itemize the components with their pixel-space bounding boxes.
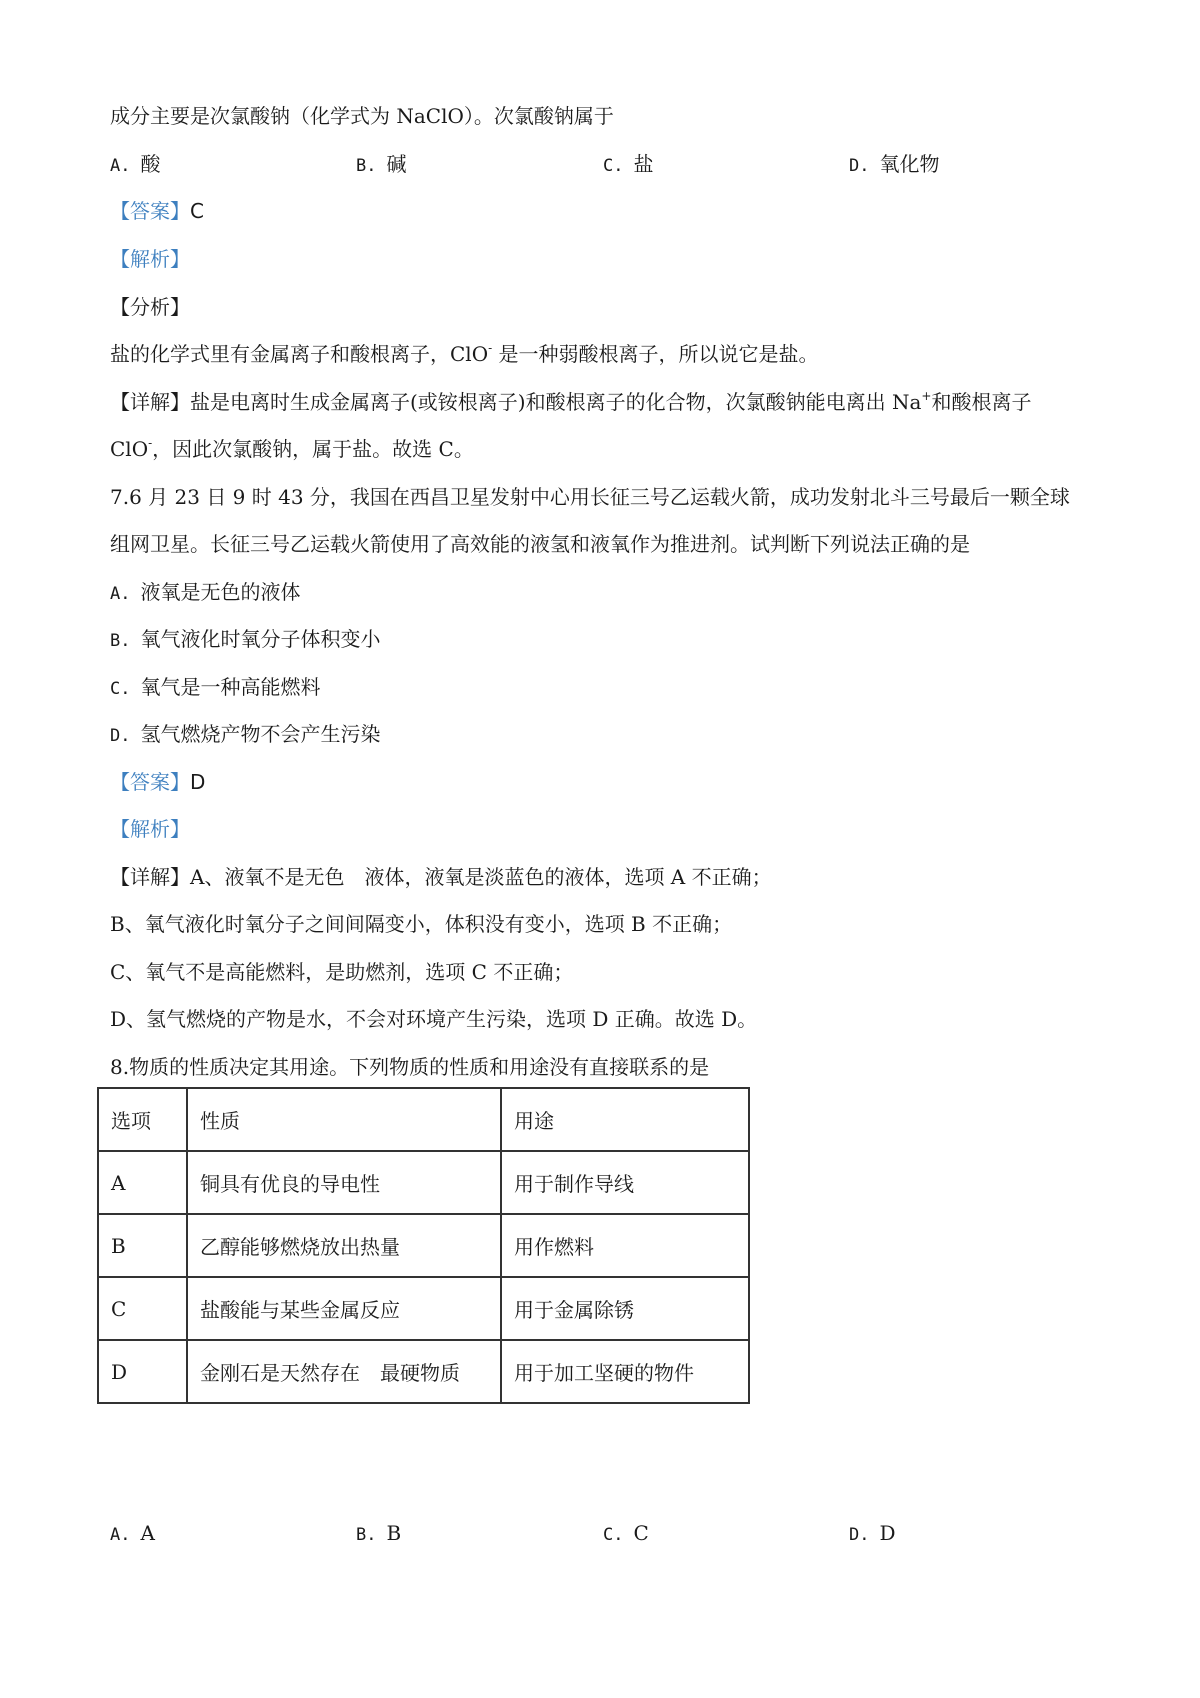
q6-fenxi-tag: 【分析】 xyxy=(110,295,190,319)
option-text: A xyxy=(140,1521,155,1545)
table-cell: C xyxy=(98,1277,187,1340)
q6-detail-cont xyxy=(110,435,474,463)
q7-stem-line-1: 7.6 月 23 日 9 时 43 分，我国在西昌卫星发射中心用长征三号乙运载火箭，成功发射北斗三号最后一颗全球 xyxy=(110,485,1070,509)
q8-option-c xyxy=(603,1519,649,1549)
option-label: D. xyxy=(110,726,131,746)
q6-option-b xyxy=(356,150,406,180)
q6-stem: 成分主要是次氯酸钠（化学式为 NaClO）。次氯酸钠属于 xyxy=(110,104,614,128)
answer-value: C xyxy=(190,199,204,223)
q7-option-c xyxy=(110,673,320,703)
answer-tag: 【答案】 xyxy=(110,770,190,794)
table-cell: 乙醇能够燃烧放出热量 xyxy=(187,1214,501,1277)
q6-option-c xyxy=(603,150,653,180)
properties-table xyxy=(97,1087,750,1404)
fenxi-sup: - xyxy=(488,341,493,355)
table-row xyxy=(98,1214,749,1277)
table-header-cell: 用途 xyxy=(501,1088,749,1151)
option-text: D xyxy=(879,1521,896,1545)
q7-option-d xyxy=(110,720,380,750)
table-cell: D xyxy=(98,1340,187,1403)
q6-option-a xyxy=(110,150,160,180)
q6-answer xyxy=(110,197,204,225)
table-cell: 盐酸能与某些金属反应 xyxy=(187,1277,501,1340)
option-text: B xyxy=(386,1521,402,1545)
analysis-tag: 【解析】 xyxy=(110,817,190,841)
option-label: B. xyxy=(356,156,377,176)
fenxi-part-2: 是一种弱酸根离子，所以说它是盐。 xyxy=(492,342,819,366)
q7-answer xyxy=(110,768,205,796)
table-row xyxy=(98,1277,749,1340)
table-cell: 用于金属除锈 xyxy=(501,1277,749,1340)
q7-option-a xyxy=(110,578,300,608)
detail-part-2: 和酸根离子 xyxy=(931,390,1032,414)
answer-value: D xyxy=(190,770,206,794)
detail-sup-2: - xyxy=(148,436,153,450)
q6-fenxi-text xyxy=(110,340,819,368)
option-label: B. xyxy=(110,631,131,651)
answer-tag: 【答案】 xyxy=(110,199,190,223)
detail-text: A、液氧不是无色 液体，液氧是淡蓝色的液体，选项 A 不正确； xyxy=(190,865,772,889)
q8-option-a xyxy=(110,1519,155,1549)
analysis-tag: 【解析】 xyxy=(110,247,190,271)
table-cell: 用于制作导线 xyxy=(501,1151,749,1214)
option-text: C xyxy=(633,1521,649,1545)
option-text: 氧气液化时氧分子体积变小 xyxy=(140,627,381,651)
detail-part-3: ClO xyxy=(110,437,149,461)
q6-detail xyxy=(110,388,1031,416)
q8-option-d xyxy=(849,1519,896,1549)
detail-sup: + xyxy=(921,389,932,403)
detail-tag: 【详解】 xyxy=(110,390,190,414)
q7-detail-4: D、氢气燃烧的产物是水，不会对环境产生污染，选项 D 正确。故选 D。 xyxy=(110,1007,758,1031)
q8-stem: 8.物质的性质决定其用途。下列物质的性质和用途没有直接联系的是 xyxy=(110,1055,710,1079)
option-text: 碱 xyxy=(386,152,407,176)
option-text: 氢气燃烧产物不会产生污染 xyxy=(140,722,381,746)
q8-option-b xyxy=(356,1519,401,1549)
option-text: 液氧是无色的液体 xyxy=(140,580,301,604)
option-label: D. xyxy=(849,1525,870,1545)
option-label: B. xyxy=(356,1525,377,1545)
q7-detail-1 xyxy=(110,863,772,891)
detail-part-4: ，因此次氯酸钠，属于盐。故选 C。 xyxy=(152,437,474,461)
table-row xyxy=(98,1340,749,1403)
table-cell: 金刚石是天然存在 最硬物质 xyxy=(187,1340,501,1403)
option-label: A. xyxy=(110,156,131,176)
option-label: C. xyxy=(603,156,624,176)
q7-option-b xyxy=(110,625,380,655)
option-text: 氧气是一种高能燃料 xyxy=(140,675,321,699)
option-text: 酸 xyxy=(140,152,161,176)
table-cell: 用作燃料 xyxy=(501,1214,749,1277)
option-text: 盐 xyxy=(633,152,654,176)
option-text: 氧化物 xyxy=(879,152,940,176)
table-header-cell: 性质 xyxy=(187,1088,501,1151)
q7-detail-3: C、氧气不是高能燃料，是助燃剂，选项 C 不正确； xyxy=(110,960,574,984)
table-row xyxy=(98,1151,749,1214)
table-cell: A xyxy=(98,1151,187,1214)
table-cell: B xyxy=(98,1214,187,1277)
q6-option-d xyxy=(849,150,939,180)
table-cell: 用于加工坚硬的物件 xyxy=(501,1340,749,1403)
option-label: C. xyxy=(603,1525,624,1545)
fenxi-part-1: 盐的化学式里有金属离子和酸根离子，ClO xyxy=(110,342,489,366)
table-header-cell: 选项 xyxy=(98,1088,187,1151)
detail-tag: 【详解】 xyxy=(110,865,190,889)
q7-detail-2: B、氧气液化时氧分子之间间隔变小，体积没有变小，选项 B 不正确； xyxy=(110,912,733,936)
detail-part-1: 盐是电离时生成金属离子(或铵根离子)和酸根离子的化合物，次氯酸钠能电离出 Na xyxy=(190,390,922,414)
q6-analysis xyxy=(110,245,190,273)
option-label: A. xyxy=(110,584,131,604)
table-header-row xyxy=(98,1088,749,1151)
option-label: A. xyxy=(110,1525,131,1545)
option-label: C. xyxy=(110,679,131,699)
q7-stem-line-2: 组网卫星。长征三号乙运载火箭使用了高效能的液氢和液氧作为推进剂。试判断下列说法正确的是 xyxy=(110,532,970,556)
q7-analysis xyxy=(110,815,190,843)
table-cell: 铜具有优良的导电性 xyxy=(187,1151,501,1214)
option-label: D. xyxy=(849,156,870,176)
